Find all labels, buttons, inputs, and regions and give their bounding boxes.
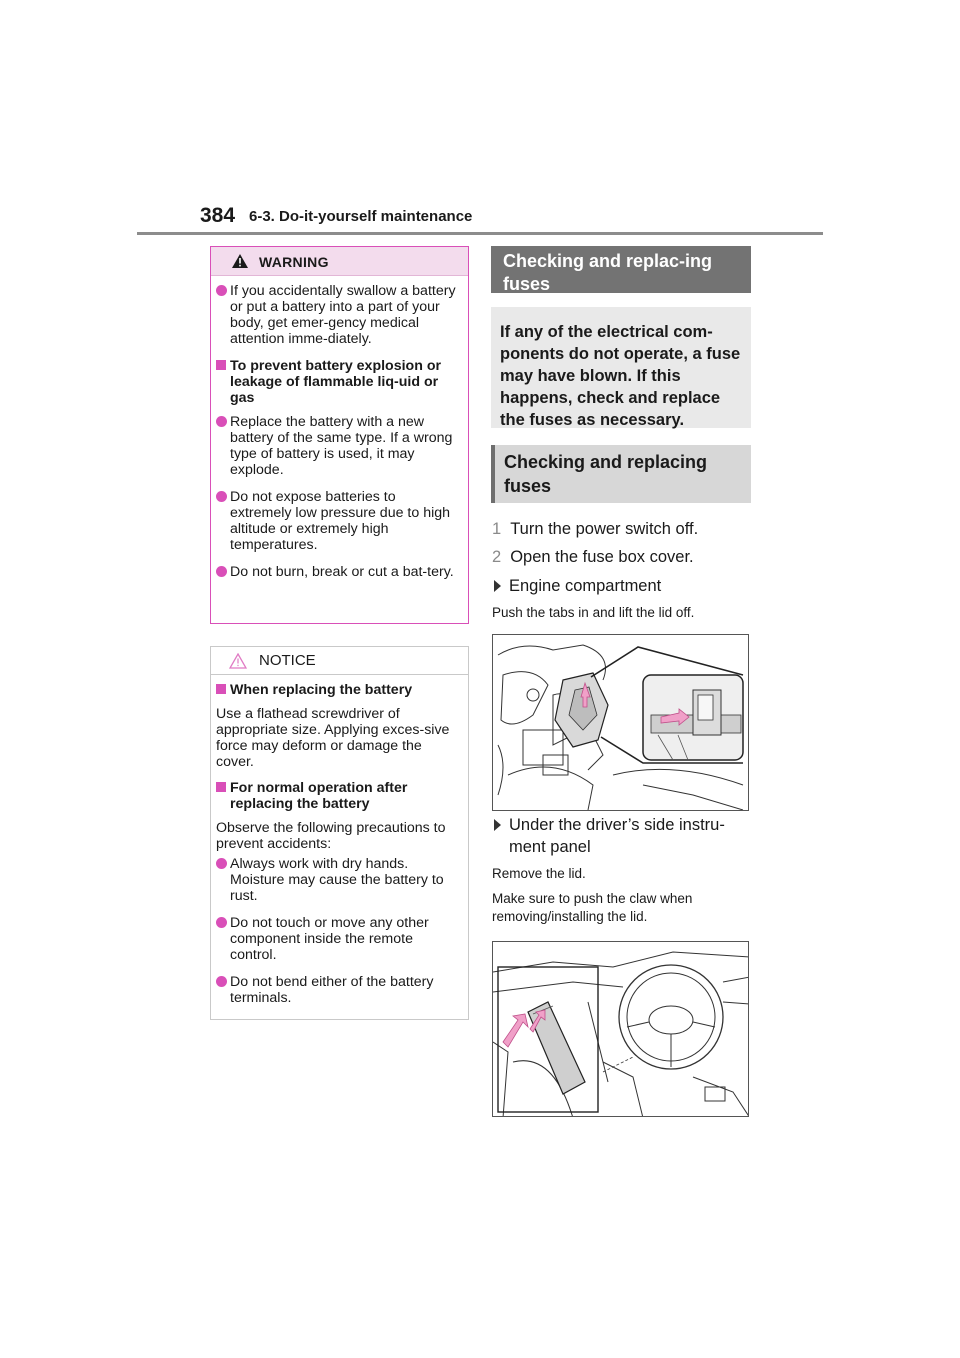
engine-compartment-illustration	[492, 634, 749, 811]
warning-box	[210, 246, 469, 624]
caution-triangle-icon	[229, 653, 247, 669]
warning-triangle-icon	[231, 253, 249, 269]
bullet-dot-icon	[216, 416, 227, 427]
item-driver-text-2: Make sure to push the claw when removing/installing the lid.	[492, 891, 693, 924]
step-1: 1 Turn the power switch off.	[492, 520, 699, 538]
warning-bullet: Do not burn, break or cut a bat-tery.	[216, 564, 456, 580]
notice-bullet: Always work with dry hands. Moisture may cause the battery to rust.	[216, 856, 456, 904]
bullet-dot-icon	[216, 976, 227, 987]
warning-bullet: Do not expose batteries to extremely low pressure due to high altitude or extremely high temperatures.	[216, 489, 456, 553]
notice-header	[211, 647, 468, 675]
item-driver-text-1: Remove the lid.	[492, 866, 586, 881]
warning-header	[211, 247, 468, 276]
page-number: 384	[200, 204, 236, 227]
instrument-panel-drawing	[493, 942, 749, 1117]
step-number: 2	[492, 548, 502, 566]
header-rule	[137, 232, 823, 235]
notice-subheading: When replacing the battery	[216, 682, 456, 698]
warning-bullet: Replace the battery with a new battery of the same type. If a wrong type of battery is used, it may explode.	[216, 414, 456, 478]
warning-bullet: If you accidentally swallow a battery or put a battery into a part of your body, get emer-gency medical attention imme-diately.	[216, 283, 456, 347]
step-2: 2 Open the fuse box cover.	[492, 548, 694, 566]
instrument-panel-illustration	[492, 941, 749, 1117]
triangle-bullet-icon	[494, 819, 501, 831]
item-driver-side-panel: Under the driver’s side instru-ment panel	[494, 814, 759, 858]
bullet-dot-icon	[216, 858, 227, 869]
step-number: 1	[492, 520, 502, 538]
notice-bullet: Do not touch or move any other component inside the remote control.	[216, 915, 456, 963]
notice-subheading: For normal operation after replacing the battery	[216, 780, 456, 812]
bullet-dot-icon	[216, 491, 227, 502]
item-engine-text: Push the tabs in and lift the lid off.	[492, 605, 695, 620]
notice-box	[210, 646, 469, 1020]
notice-title: NOTICE	[259, 652, 316, 669]
notice-text: Use a flathead screwdriver of appropriate size. Applying exces-sive force may deform or damage the cover.	[216, 706, 450, 770]
item-engine-compartment: Engine compartment	[494, 575, 759, 597]
warning-subheading: To prevent battery explosion or leakage of flammable liq-uid or gas	[216, 358, 456, 406]
square-bullet-icon	[216, 684, 226, 694]
right-column	[491, 246, 751, 503]
notice-bullet: Do not bend either of the battery terminals.	[216, 974, 456, 1006]
engine-drawing	[493, 635, 749, 811]
triangle-bullet-icon	[494, 580, 501, 592]
square-bullet-icon	[216, 782, 226, 792]
bullet-dot-icon	[216, 285, 227, 296]
notice-text: Observe the following precautions to prevent accidents:	[216, 820, 446, 852]
intro-box: If any of the electrical com-ponents do not operate, a fuse may have blown. If this happens, check and replace the fuses as necessary.	[491, 307, 751, 428]
square-bullet-icon	[216, 360, 226, 370]
section-heading: Checking and replac-ing fuses	[491, 246, 751, 293]
warning-title: WARNING	[259, 254, 329, 270]
sub-heading: Checking and replacing fuses	[491, 445, 751, 503]
bullet-dot-icon	[216, 917, 227, 928]
section-title: 6-3. Do-it-yourself maintenance	[249, 208, 473, 225]
bullet-dot-icon	[216, 566, 227, 577]
